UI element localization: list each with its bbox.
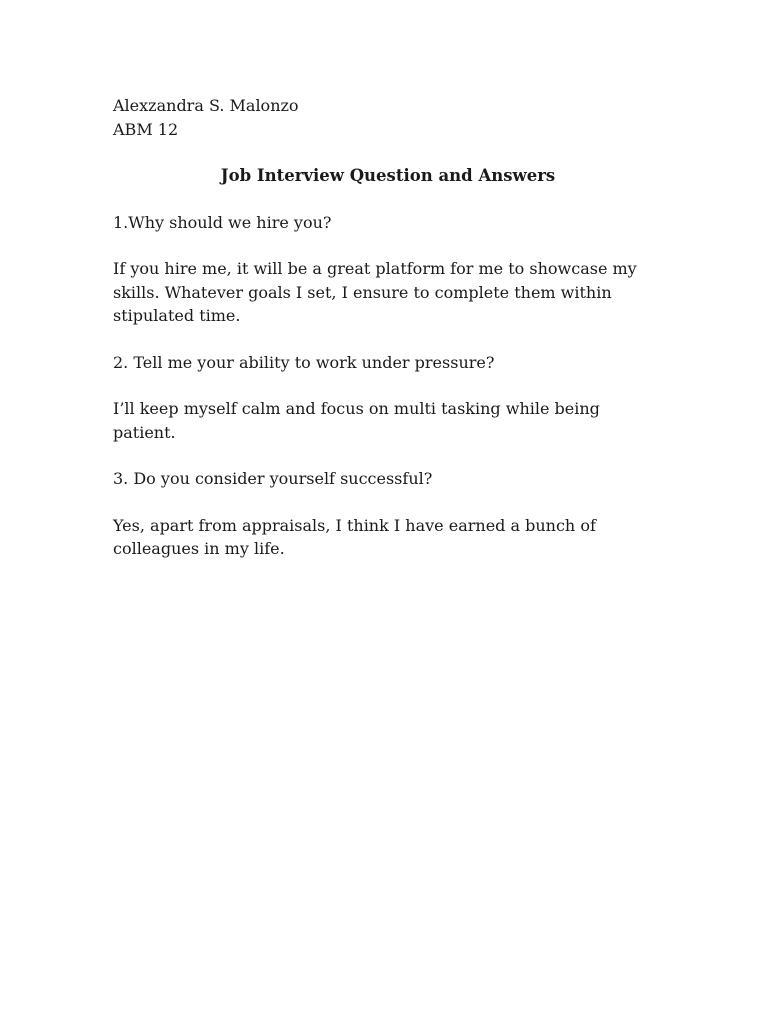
question-3: 3. Do you consider yourself successful? [113, 469, 433, 488]
question-2: 2. Tell me your ability to work under pressure? [113, 352, 495, 372]
author-name: Alexzandra S. Malonzo [113, 96, 299, 115]
document-title: Job Interview Question and Answers [220, 166, 556, 185]
question-1: 1.Why should we hire you? [113, 212, 332, 232]
document-body [113, 94, 653, 561]
answer-2: I’ll keep myself calm and focus on multi tasking while being patient. [113, 399, 600, 442]
class-section: ABM 12 [113, 119, 179, 139]
answer-1: If you hire me, it will be a great platform for me to showcase my skills. Whatever goals I set, I ensure to complete them within stipulated time. [113, 259, 637, 325]
answer-3: Yes, apart from appraisals, I think I have earned a bunch of colleagues in my life. [113, 515, 596, 558]
